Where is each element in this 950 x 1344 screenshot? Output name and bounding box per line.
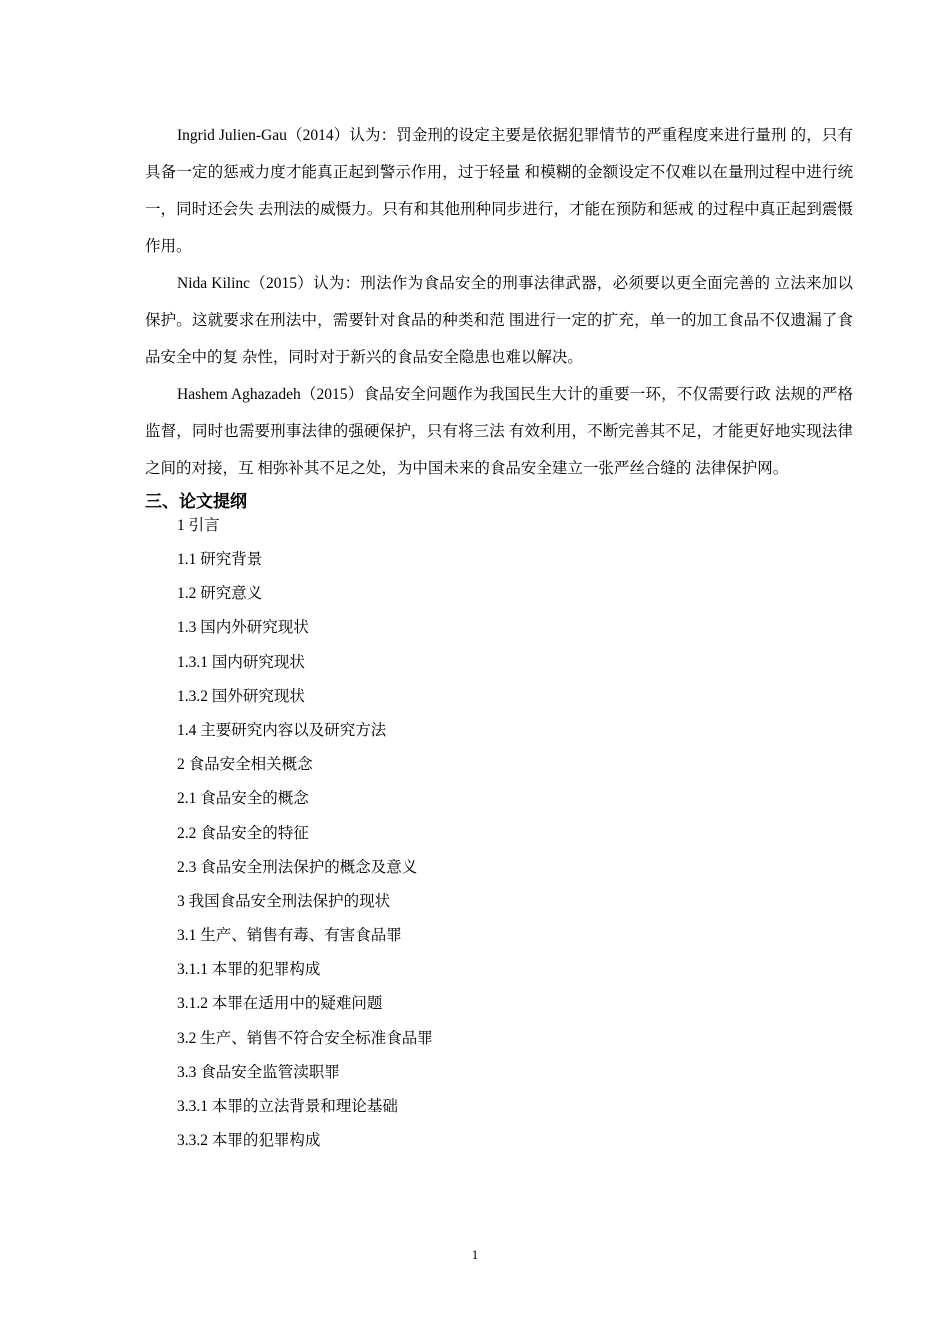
outline-item: 3.2 生产、销售不符合安全标准食品罪	[177, 1029, 433, 1047]
outline-item: 1.4 主要研究内容以及研究方法	[177, 721, 387, 739]
paragraph-nida-kilinc: Nida Kilinc（2015）认为：刑法作为食品安全的刑事法律武器，必须要以更全面完善的 立法来加以保护。这就要求在刑法中，需要针对食品的种类和范 围进行一定的扩充，单一的加工食品不仅遗漏了食品安全中的复 杂性，同时对于新兴的食品安全隐患也难以解决。	[145, 275, 853, 366]
outline-item: 1 引言	[177, 517, 220, 534]
outline-item: 1.1 研究背景	[177, 551, 263, 568]
outline-item: 2.1 食品安全的概念	[177, 790, 309, 808]
outline-item: 1.3 国内外研究现状	[177, 619, 309, 637]
outline-item: 2 食品安全相关概念	[177, 756, 313, 774]
page-number: 1	[471, 1247, 479, 1262]
outline-item: 3.3.1 本罪的立法背景和理论基础	[177, 1098, 398, 1115]
outline-item: 2.3 食品安全刑法保护的概念及意义	[177, 858, 418, 876]
outline-item: 3.3 食品安全监管渎职罪	[177, 1063, 340, 1081]
outline-list	[145, 515, 853, 1158]
outline-item: 3.3.2 本罪的犯罪构成	[177, 1132, 321, 1150]
outline-item: 1.2 研究意义	[177, 585, 263, 603]
paragraph-ingrid-julien-gau: Ingrid Julien-Gau（2014）认为：罚金刑的设定主要是依据犯罪情节的严重程度来进行量刑 的，只有具备一定的惩戒力度才能真正起到警示作用，过于轻量 和模糊的金额设定不仅难以在量刑过程中进行统一，同时还会失 去刑法的威慑力。只有和其他刑种同步进行，才能在预防和惩戒 的过程中真正起到震慑作用。	[145, 127, 853, 255]
paragraph-hashem-aghazadeh: Hashem Aghazadeh（2015）食品安全问题作为我国民生大计的重要一环，不仅需要行政 法规的严格监督，同时也需要刑事法律的强硬保护，只有将三法 有效利用，不断完善其不足，才能更好地实现法律之间的对接，互 相弥补其不足之处，为中国未来的食品安全建立一张严丝合缝的 法律保护网。	[145, 386, 853, 477]
outline-item: 1.3.1 国内研究现状	[177, 653, 305, 671]
outline-item: 3.1 生产、销售有毒、有害食品罪	[177, 927, 402, 945]
outline-item: 1.3.2 国外研究现状	[177, 687, 305, 705]
outline-item: 3.1.2 本罪在适用中的疑难问题	[177, 995, 383, 1013]
section-heading-outline: 三、论文提纲	[145, 492, 247, 512]
outline-item: 3.1.1 本罪的犯罪构成	[177, 961, 321, 979]
outline-item: 3 我国食品安全刑法保护的现状	[177, 892, 391, 910]
outline-item: 2.2 食品安全的特征	[177, 824, 309, 842]
body-text	[145, 117, 853, 1158]
